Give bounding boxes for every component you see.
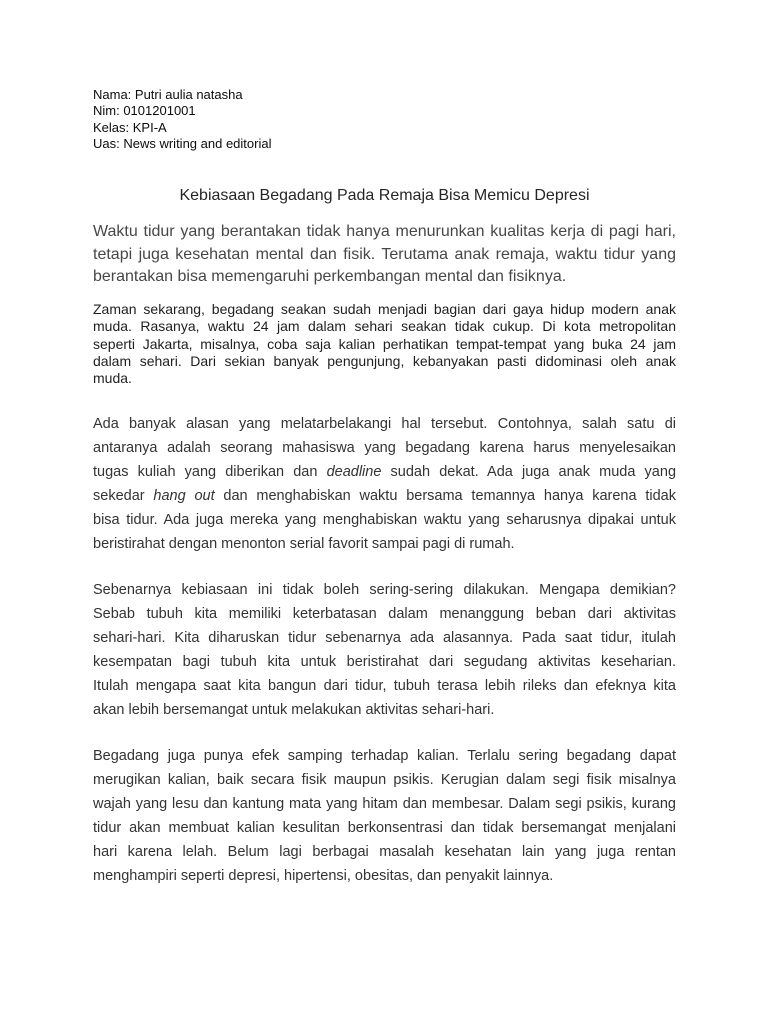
line-text: tugas kuliah yang diberikan dan (93, 464, 327, 480)
emphasized-text: hang out (153, 488, 215, 504)
paragraph-line: Sebab tubuh kita memiliki keterbatasan dalam menanggung beban dari aktivitas (93, 606, 676, 622)
paragraph-line: dalam sehari. Dari sekian banyak pengunjung, kebanyakan pasti didominasi oleh anak (93, 352, 676, 369)
document-title: Kebiasaan Begadang Pada Remaja Bisa Memicu Depresi (179, 187, 590, 204)
paragraph-2 (93, 301, 676, 387)
paragraph-line (93, 484, 676, 508)
paragraph-line: tidur akan membuat kalian kesulitan berkonsentrasi dan tidak bersemangat menjalani (93, 820, 676, 836)
paragraph-line: Waktu tidur yang berantakan tidak hanya menurunkan kualitas kerja di pagi hari, (93, 223, 676, 240)
paragraph-line (93, 460, 676, 484)
paragraph-line: beristirahat dengan menonton serial favorit sampai pagi di rumah. (93, 536, 515, 552)
paragraph-line: antaranya adalah seorang mahasiswa yang begadang karena harus menyelesaikan (93, 440, 676, 456)
paragraph-line: Begadang juga punya efek samping terhadap kalian. Terlalu sering begadang dapat (93, 748, 676, 764)
student-class: Kelas: KPI-A (93, 119, 167, 135)
paragraph-4 (93, 578, 676, 722)
paragraph-line: sehari-hari. Kita diharuskan tidur sebenarnya ada alasannya. Pada saat tidur, itulah (93, 630, 676, 646)
paragraph-line: wajah yang lesu dan kantung mata yang hitam dan membesar. Dalam segi psikis, kurang (93, 796, 676, 812)
paragraph-line: seperti Jakarta, misalnya, coba saja kalian perhatikan tempat-tempat yang buka 24 jam (93, 335, 676, 352)
paragraph-line: merugikan kalian, baik secara fisik maupun psikis. Kerugian dalam segi fisik misalnya (93, 772, 676, 788)
paragraph-line: Sebenarnya kebiasaan ini tidak boleh sering-sering dilakukan. Mengapa demikian? (93, 582, 676, 598)
paragraph-line: menghampiri seperti depresi, hipertensi, obesitas, dan penyakit lainnya. (93, 868, 554, 884)
paragraph-intro (93, 221, 676, 289)
line-text: sekedar (93, 488, 154, 504)
paragraph-line: berantakan bisa memengaruhi perkembangan mental dan fisiknya. (93, 268, 567, 285)
student-info (93, 87, 676, 152)
paragraph-line: akan lebih bersemangat untuk melakukan aktivitas sehari-hari. (93, 702, 495, 718)
student-nim: Nim: 0101201001 (93, 103, 196, 119)
paragraph-line: muda. (93, 370, 132, 387)
paragraph-line: bisa tidur. Ada juga mereka yang menghabiskan waktu yang seharusnya dipakai untuk (93, 512, 676, 528)
student-name: Nama: Putri aulia natasha (93, 87, 243, 102)
paragraph-5 (93, 744, 676, 888)
paragraph-line: muda. Rasanya, waktu 24 jam dalam sehari seakan tidak cukup. Di kota metropolitan (93, 318, 676, 335)
paragraph-line: Zaman sekarang, begadang seakan sudah menjadi bagian dari gaya hidup modern anak (93, 301, 676, 317)
emphasized-text: deadline (326, 464, 382, 480)
exam-subject: Uas: News writing and editorial (93, 135, 272, 151)
paragraph-3 (93, 412, 676, 556)
paragraph-line: tetapi juga kesehatan mental dan fisik. Terutama anak remaja, waktu tidur yang (93, 245, 676, 263)
paragraph-line: kesempatan bagi tubuh kita untuk beristirahat dari segudang aktivitas keseharian. (93, 654, 676, 670)
line-text: dan menghabiskan waktu bersama temannya hanya karena tidak (214, 488, 676, 504)
paragraph-line: Ada banyak alasan yang melatarbelakangi hal tersebut. Contohnya, salah satu di (93, 416, 676, 432)
paragraph-line: hari karena lelah. Belum lagi berbagai masalah kesehatan lain yang juga rentan (93, 844, 676, 860)
paragraph-line: Itulah mengapa saat kita bangun dari tidur, tubuh terasa lebih rileks dan efeknya kita (93, 678, 676, 694)
line-text: sudah dekat. Ada juga anak muda yang (381, 464, 676, 480)
